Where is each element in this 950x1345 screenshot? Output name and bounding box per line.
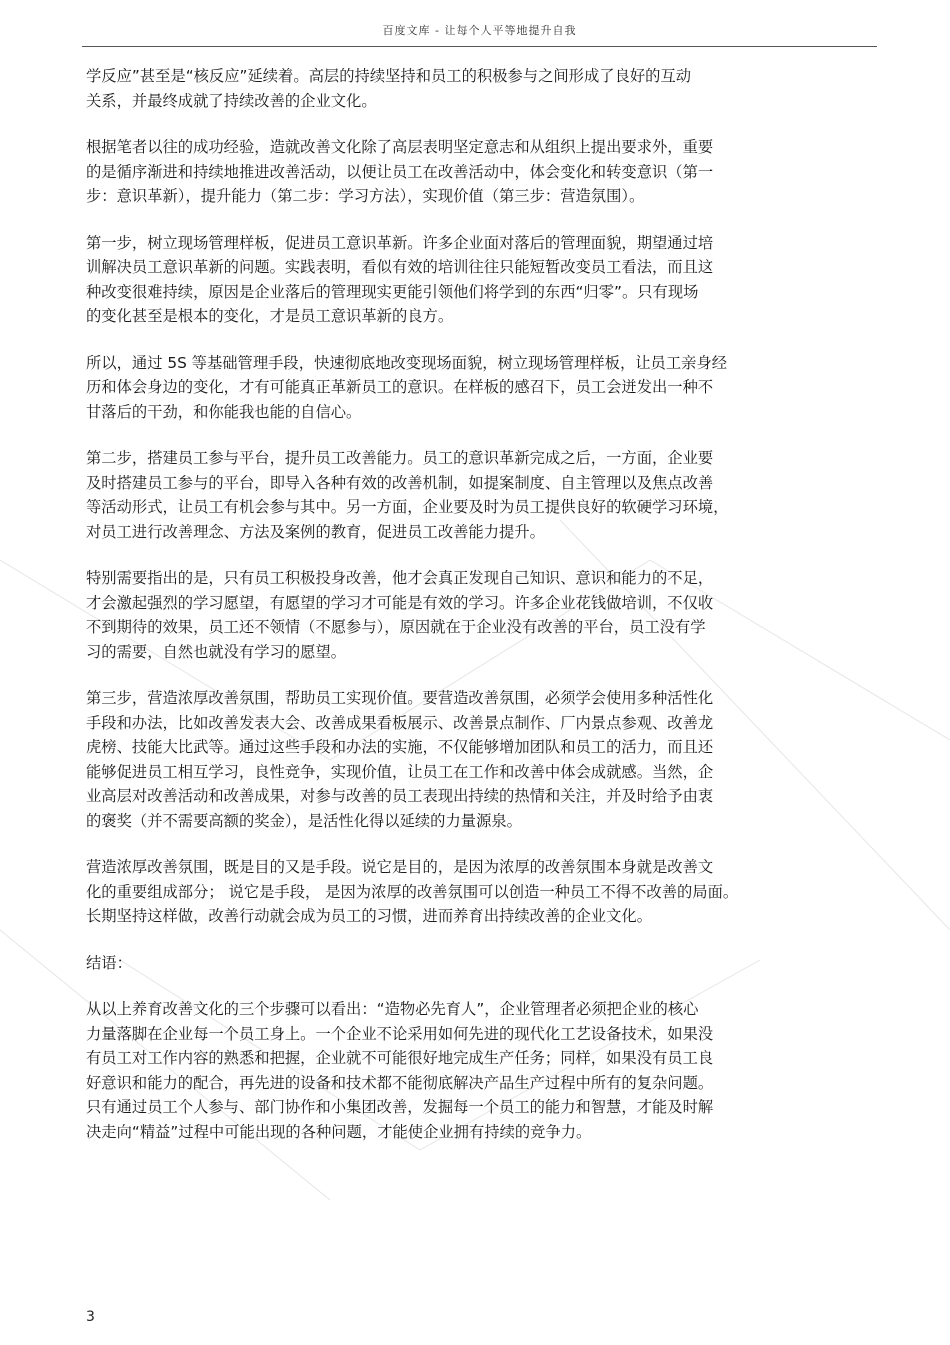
text-line: 根据笔者以往的成功经验，造就改善文化除了高层表明坚定意志和从组织上提出要求外，重要 — [86, 138, 714, 156]
text-line: 习的需要，自然也就没有学习的愿望。 — [86, 642, 347, 661]
text-line: 能够促进员工相互学习，良性竞争，实现价值，让员工在工作和改善中体会成就感。当然，企 — [86, 762, 714, 781]
paragraph-step-three — [86, 686, 846, 833]
text-line: 等活动形式，让员工有机会参与其中。另一方面，企业要及时为员工提供良好的软硬学习环境， — [86, 498, 729, 516]
text-line: 种改变很难持续，原因是企业落后的管理现实更能引领他们将学到的东西“归零”。只有现场 — [86, 282, 699, 301]
paragraph-note — [86, 566, 846, 664]
text-line: 手段和办法，比如改善发表大会、改善成果看板展示、改善景点制作、厂内景点参观、改善龙 — [86, 713, 714, 732]
text-line: 甘落后的干劲，和你能我也能的自信心。 — [86, 402, 362, 421]
paragraph-step-one — [86, 231, 846, 329]
page-number: 3 — [86, 1309, 95, 1325]
text-line: 的褒奖（并不需要高额的奖金），是活性化得以延续的力量源泉。 — [86, 811, 522, 830]
text-line: 第三步，营造浓厚改善氛围，帮助员工实现价值。要营造改善氛围，必须学会使用多种活性化 — [86, 689, 714, 707]
text-line: 及时搭建员工参与的平台，即导入各种有效的改善机制，如提案制度、自主管理以及焦点改善 — [86, 473, 714, 492]
paragraph-atmosphere — [86, 855, 846, 929]
text-line: 力量落脚在企业每一个员工身上。一个企业不论采用如何先进的现代化工艺设备技术，如果没 — [86, 1024, 714, 1043]
text-line: 步：意识革新），提升能力（第二步：学习方法），实现价值（第三步：营造氛围）。 — [86, 187, 645, 205]
text-line: 的是循序渐进和持续地推进改善活动，以便让员工在改善活动中，体会变化和转变意识（第一 — [86, 162, 714, 181]
paragraph-conclusion — [86, 997, 846, 1144]
paragraph-5s — [86, 351, 846, 425]
page-header — [82, 22, 877, 47]
text-line: 只有通过员工个人参与、部门协作和小集团改善，发掘每一个员工的能力和智慧，才能及时解 — [86, 1098, 714, 1116]
header-text: 百度文库 - 让每个人平等地提升自我 — [382, 24, 577, 37]
text-line: 第二步，搭建员工参与平台，提升员工改善能力。员工的意识革新完成之后，一方面，企业要 — [86, 449, 714, 467]
section-heading: 结语： — [86, 953, 132, 972]
text-line: 业高层对改善活动和改善成果，对参与改善的员工表现出持续的热情和关注，并及时给予由衷 — [86, 787, 714, 805]
text-line: 历和体会身边的变化，才有可能真正革新员工的意识。在样板的感召下，员工会迸发出一种不 — [86, 378, 714, 396]
text-line: 虎榜、技能大比武等。通过这些手段和办法的实施，不仅能够增加团队和员工的活力，而且还 — [86, 738, 714, 756]
paragraph-continuation — [86, 64, 846, 113]
text-line: 特别需要指出的是，只有员工积极投身改善，他才会真正发现自己知识、意识和能力的不足， — [86, 569, 714, 587]
document-body — [86, 64, 846, 1166]
paragraph-conclusion-heading — [86, 951, 846, 976]
text-line: 从以上养育改善文化的三个步骤可以看出：“造物必先育人”，企业管理者必须把企业的核心 — [86, 1000, 699, 1018]
text-line: 好意识和能力的配合，再先进的设备和技术都不能彻底解决产品生产过程中所有的复杂问题。 — [86, 1073, 714, 1092]
text-line: 不到期待的效果，员工还不领情（不愿参与），原因就在于企业没有改善的平台，员工没有学 — [86, 618, 706, 636]
paragraph-experience — [86, 135, 846, 209]
text-line: 对员工进行改善理念、方法及案例的教育，促进员工改善能力提升。 — [86, 522, 545, 541]
text-line: 所以，通过 5S 等基础管理手段，快速彻底地改变现场面貌，树立现场管理样板，让员工亲身经 — [86, 353, 728, 372]
text-line: 学反应”甚至是“核反应”延续着。高层的持续坚持和员工的积极参与之间形成了良好的互动 — [86, 67, 692, 85]
text-line: 关系，并最终成就了持续改善的企业文化。 — [86, 91, 377, 110]
text-line: 第一步，树立现场管理样板，促进员工意识革新。许多企业面对落后的管理面貌，期望通过培 — [86, 233, 714, 252]
paragraph-step-two — [86, 446, 846, 544]
text-line: 营造浓厚改善氛围，既是目的又是手段。说它是目的，是因为浓厚的改善氛围本身就是改善文 — [86, 858, 714, 876]
text-line: 训解决员工意识革新的问题。实践表明，看似有效的培训往往只能短暂改变员工看法，而且这 — [86, 258, 714, 276]
text-line: 化的重要组成部分； 说它是手段， 是因为浓厚的改善氛围可以创造一种员工不得不改善的局面。 — [86, 882, 739, 901]
text-line: 才会激起强烈的学习愿望，有愿望的学习才可能是有效的学习。许多企业花钱做培训，不仅收 — [86, 593, 714, 612]
text-line: 有员工对工作内容的熟悉和把握，企业就不可能很好地完成生产任务；同样，如果没有员工良 — [86, 1049, 714, 1067]
text-line: 的变化甚至是根本的变化，才是员工意识革新的良方。 — [86, 307, 454, 325]
text-line: 长期坚持这样做，改善行动就会成为员工的习惯，进而养育出持续改善的企业文化。 — [86, 907, 652, 925]
text-line: 决走向“精益”过程中可能出现的各种问题，才能使企业拥有持续的竞争力。 — [86, 1122, 592, 1141]
